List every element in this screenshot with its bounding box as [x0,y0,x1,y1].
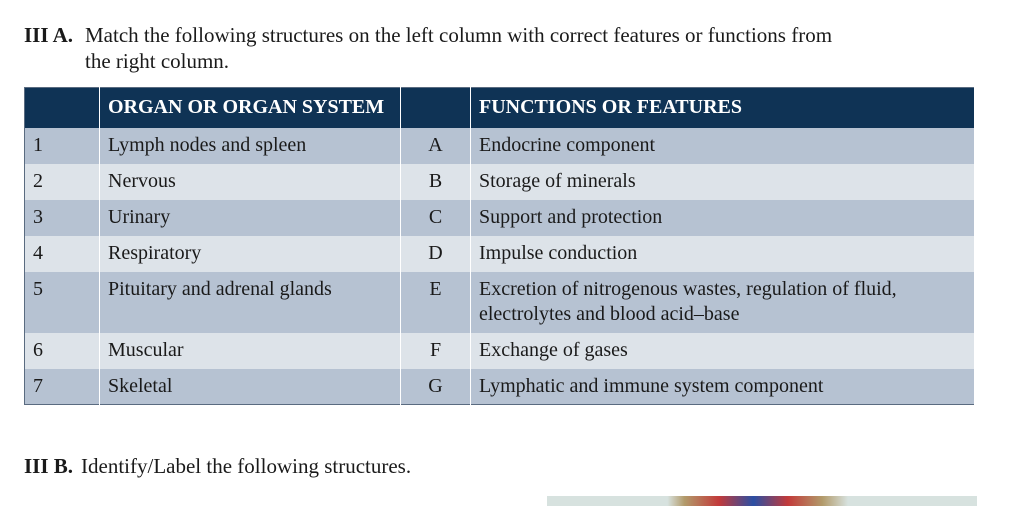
feature-cell [471,272,975,333]
letter-cell: B [401,164,471,200]
organ-cell: Skeletal [100,369,401,405]
part-a-heading [24,22,924,74]
feature-cell: Exchange of gases [471,333,975,369]
part-b-heading [24,454,411,479]
row-number: 3 [25,200,100,236]
organ-cell: Pituitary and adrenal glands [100,272,401,333]
letter-cell: C [401,200,471,236]
header-organ: ORGAN OR ORGAN SYSTEM [100,88,401,128]
row-number: 6 [25,333,100,369]
row-number: 1 [25,128,100,164]
table-row [25,236,975,272]
feature-line: electrolytes and blood acid–base [479,303,740,325]
row-number: 7 [25,369,100,405]
row-number: 4 [25,236,100,272]
table-header-row [25,88,975,128]
feature-cell: Impulse conduction [471,236,975,272]
anatomy-image-top-edge [547,496,977,506]
feature-cell: Lymphatic and immune system component [471,369,975,405]
letter-cell: A [401,128,471,164]
table-row [25,128,975,164]
row-number: 5 [25,272,100,333]
organ-cell: Respiratory [100,236,401,272]
organ-cell: Urinary [100,200,401,236]
letter-cell: G [401,369,471,405]
table-row [25,272,975,333]
table-row [25,333,975,369]
matching-table [24,87,975,405]
part-b-label: III B. [24,454,74,478]
table-row [25,200,975,236]
feature-cell: Storage of minerals [471,164,975,200]
header-function: FUNCTIONS OR FEATURES [471,88,975,128]
feature-line: Excretion of nitrogenous wastes, regulation of fluid, [479,278,897,300]
header-number-cell [25,88,100,128]
part-a-label: III A. [24,23,74,47]
header-letter-cell [401,88,471,128]
part-a-instruction-line1: Match the following structures on the left column with correct features or functions from [85,23,833,47]
letter-cell: D [401,236,471,272]
letter-cell: E [401,272,471,333]
row-number: 2 [25,164,100,200]
organ-cell: Nervous [100,164,401,200]
feature-cell: Support and protection [471,200,975,236]
table-row [25,369,975,405]
organ-cell: Muscular [100,333,401,369]
organ-cell: Lymph nodes and spleen [100,128,401,164]
part-b-instruction: Identify/Label the following structures. [81,454,412,478]
letter-cell: F [401,333,471,369]
feature-cell: Endocrine component [471,128,975,164]
part-a-instruction-line2: the right column. [85,49,230,73]
table-row [25,164,975,200]
